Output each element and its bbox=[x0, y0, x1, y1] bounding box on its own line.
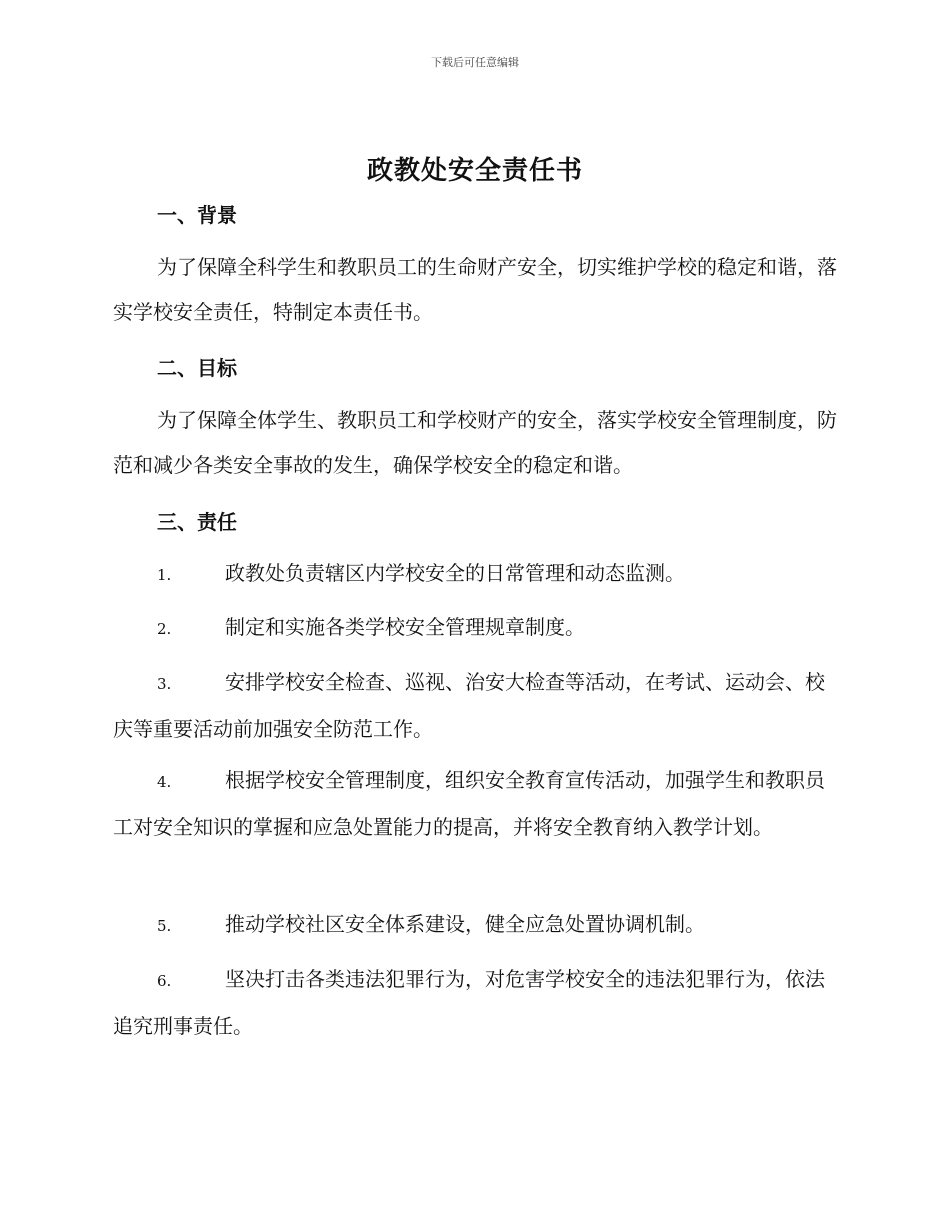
list-item bbox=[113, 605, 838, 652]
list-item-number: 5. bbox=[157, 917, 172, 935]
section-heading-goals: 二、目标 bbox=[157, 356, 237, 380]
list-item-number: 6. bbox=[157, 972, 172, 990]
list-item bbox=[113, 660, 838, 752]
list-item-text: 坚决打击各类违法犯罪行为，对危害学校安全的违法犯罪行为，依法追究刑事责任。 bbox=[113, 967, 825, 1038]
section-heading-responsibilities: 三、责任 bbox=[157, 510, 237, 534]
section-heading-background: 一、背景 bbox=[157, 203, 237, 227]
list-item-number: 1. bbox=[157, 566, 172, 584]
list-item-text: 根据学校安全管理制度，组织安全教育宣传活动，加强学生和教职员工对安全知识的掌握和应急处置能力的提高，并将安全教育纳入教学计划。 bbox=[113, 768, 825, 839]
list-item bbox=[113, 902, 838, 949]
list-item bbox=[113, 551, 838, 598]
list-item-number: 3. bbox=[157, 675, 172, 693]
list-item-text: 安排学校安全检查、巡视、治安大检查等活动，在考试、运动会、校庆等重要活动前加强安全防范工作。 bbox=[113, 670, 825, 741]
section-paragraph-background: 为了保障全科学生和教职员工的生命财产安全，切实维护学校的稳定和谐，落实学校安全责任，特制定本责任书。 bbox=[113, 255, 837, 324]
list-item-text: 推动学校社区安全体系建设，健全应急处置协调机制。 bbox=[225, 912, 705, 936]
list-item-text: 政教处负责辖区内学校安全的日常管理和动态监测。 bbox=[225, 561, 685, 585]
list-item-number: 2. bbox=[157, 620, 172, 638]
list-item-text: 制定和实施各类学校安全管理规章制度。 bbox=[225, 615, 585, 639]
list-item bbox=[113, 758, 838, 850]
list-item bbox=[113, 957, 838, 1049]
section-paragraph-goals: 为了保障全体学生、教职员工和学校财产的安全，落实学校安全管理制度，防范和减少各类安全事故的发生，确保学校安全的稳定和谐。 bbox=[113, 408, 837, 477]
header-note: 下载后可任意编辑 bbox=[431, 56, 519, 69]
list-item-number: 4. bbox=[157, 773, 172, 791]
document-title: 政教处安全责任书 bbox=[366, 156, 583, 186]
